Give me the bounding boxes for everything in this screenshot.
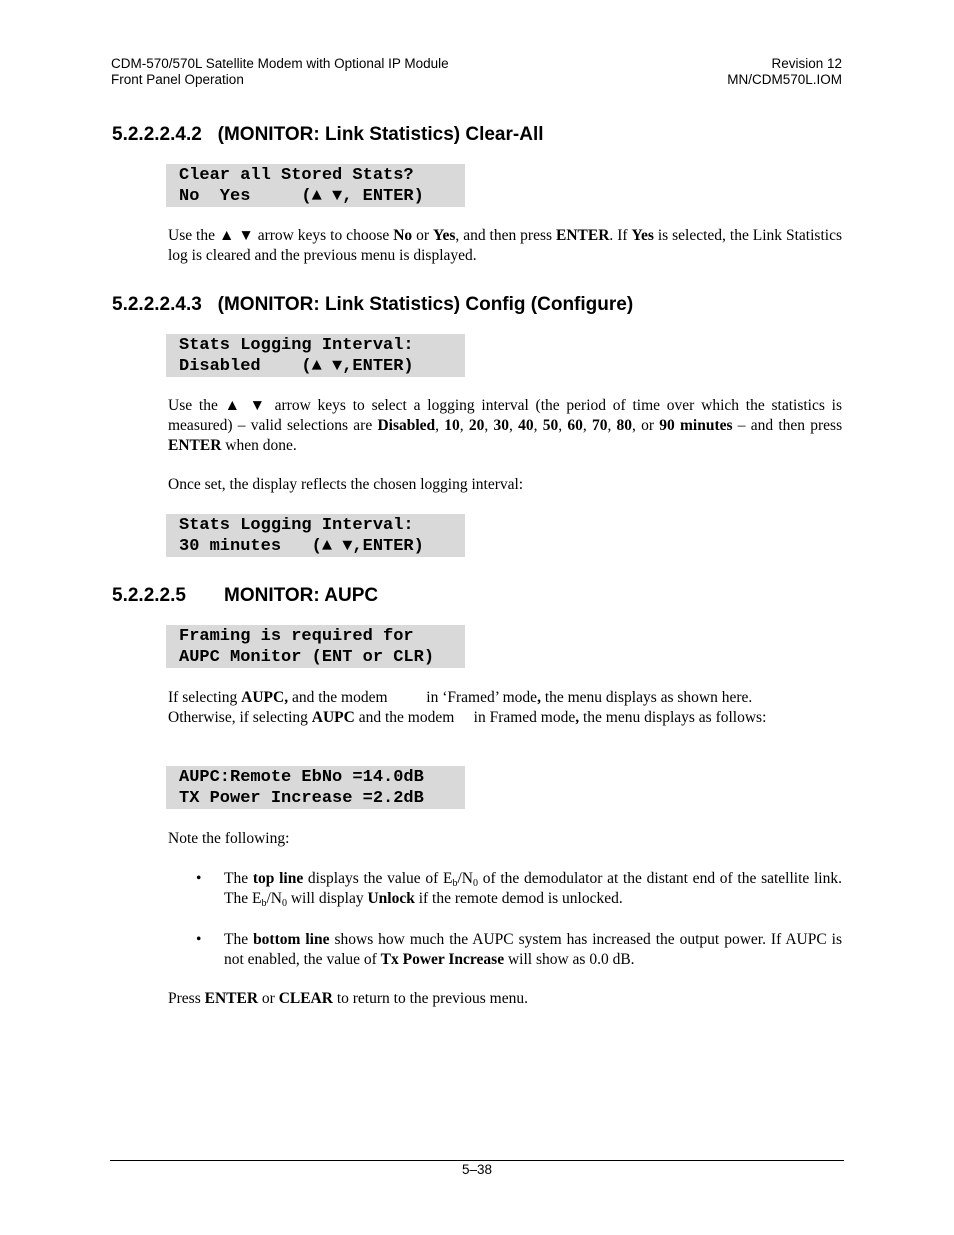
document-title: CDM-570/570L Satellite Modem with Optional IP Module — [111, 56, 449, 71]
text: or — [412, 227, 433, 244]
paragraph-note: Note the following: — [168, 830, 290, 847]
lcd-line-1: Stats Logging Interval: — [179, 336, 414, 355]
text: will show as 0.0 dB. — [504, 951, 635, 968]
lcd-display-interval-set — [166, 514, 465, 557]
bullet-icon: • — [196, 931, 202, 948]
subscript: b — [452, 878, 458, 889]
running-header-right — [727, 56, 842, 88]
running-header-left — [111, 56, 449, 88]
text: to return to the previous menu. — [332, 990, 528, 1007]
section-number: 5.2.2.2.4.3 — [112, 294, 202, 315]
text-bold: ENTER — [168, 437, 222, 454]
lcd-line-1: Clear all Stored Stats? — [179, 166, 414, 185]
section-title: (MONITOR: Link Statistics) Clear-All — [217, 124, 544, 145]
text-bold: CLEAR — [278, 990, 333, 1007]
paragraph-press-enter — [168, 989, 842, 1009]
bullet-top-line — [224, 869, 842, 909]
lcd-display-clear-all — [166, 164, 465, 207]
text: Press — [168, 990, 205, 1007]
bullet-bottom-line — [224, 930, 842, 970]
section-heading-aupc — [112, 585, 378, 607]
text: and the modem in Framed mode — [354, 709, 576, 726]
lcd-display-framing-required — [166, 625, 465, 668]
text-bold: 80 — [616, 417, 633, 434]
paragraph-once-set: Once set, the display reflects the chosen logging interval: — [168, 476, 524, 493]
text: /N — [457, 870, 473, 887]
text-bold: 60 — [567, 417, 583, 434]
text: Use the ▲ ▼ arrow keys to choose — [168, 227, 394, 244]
text-bold: 20 — [468, 417, 485, 434]
section-number: 5.2.2.2.4.2 — [112, 124, 202, 145]
text: The — [224, 931, 254, 948]
text: is selected, the Link Statistics log is cleared and the previous menu is displayed. — [168, 227, 842, 264]
text: , and then press — [455, 227, 556, 244]
paragraph-config — [168, 396, 842, 456]
lcd-display-aupc-monitor — [166, 766, 465, 809]
text: , — [484, 417, 494, 434]
text-bold: No — [393, 227, 413, 244]
lcd-line-2: 30 minutes (▲ ▼,ENTER) — [179, 537, 424, 556]
text-bold: Unlock — [367, 890, 415, 907]
subscript: 0 — [473, 878, 478, 889]
text: /N — [266, 890, 282, 907]
text-bold: 40 — [518, 417, 534, 434]
text: – and then press — [732, 417, 843, 434]
text: , — [607, 417, 617, 434]
text: . If — [609, 227, 632, 244]
paragraph-clear-all — [168, 226, 842, 266]
text-bold: 70 — [591, 417, 608, 434]
text: of the demodulator at the distant end of the satellite link. The E — [224, 870, 842, 907]
lcd-line-2: TX Power Increase =2.2dB — [179, 789, 424, 808]
text: , — [459, 417, 469, 434]
lcd-line-2: No Yes (▲ ▼, ENTER) — [179, 187, 424, 206]
text: when done. — [221, 437, 297, 454]
text: Otherwise, if selecting — [168, 709, 312, 726]
text: , or — [632, 417, 660, 434]
page-number: 5–38 — [461, 1162, 493, 1177]
text: , — [558, 417, 568, 434]
text-bold: Yes — [631, 227, 654, 244]
lcd-line-2: AUPC Monitor (ENT or CLR) — [179, 648, 435, 667]
paragraph-aupc-selecting — [168, 688, 842, 728]
text: will display — [286, 890, 368, 907]
text: or — [258, 990, 279, 1007]
text: the menu displays as shown here. — [540, 689, 753, 706]
text: The — [224, 870, 253, 887]
text-bold: AUPC — [311, 709, 355, 726]
text: shows how much the AUPC system has increased the output power. If AUPC is not enabled, the value of — [224, 931, 842, 968]
section-heading-clear-all — [112, 124, 544, 146]
text: if the remote demod is unlocked. — [414, 890, 623, 907]
revision: Revision 12 — [771, 56, 842, 71]
text: , — [509, 417, 519, 434]
text-bold: Yes — [432, 227, 456, 244]
chapter-title: Front Panel Operation — [111, 72, 244, 87]
text-bold: Tx Power Increase — [380, 951, 505, 968]
line — [168, 688, 842, 708]
lcd-line-1: AUPC:Remote EbNo =14.0dB — [179, 768, 424, 787]
lcd-line-1: Framing is required for — [179, 627, 414, 646]
section-number: 5.2.2.2.5 — [112, 585, 186, 606]
lcd-line-1: Stats Logging Interval: — [179, 516, 414, 535]
text-bold: 90 minutes — [659, 417, 733, 434]
section-title: (MONITOR: Link Statistics) Config (Configure) — [217, 294, 634, 315]
text: , — [582, 417, 592, 434]
text: , — [533, 417, 543, 434]
bullet-icon: • — [196, 870, 202, 887]
text-bold: 50 — [542, 417, 559, 434]
subscript: b — [261, 898, 267, 909]
text-bold: ENTER — [555, 227, 610, 244]
text-bold: , — [575, 709, 580, 726]
text-bold: ENTER — [204, 990, 259, 1007]
text: and the modem in ‘Framed’ mode — [288, 689, 538, 706]
text: displays the value of E — [303, 870, 453, 887]
text-bold: AUPC, — [241, 689, 289, 706]
section-heading-config — [112, 294, 633, 316]
text-bold: , — [537, 689, 541, 706]
text: Use the ▲ ▼ arrow keys to select a logging interval (the period of time over which the statistics is measured) – valid selections are — [168, 397, 842, 434]
text: the menu displays as follows: — [579, 709, 767, 726]
manual-number: MN/CDM570L.IOM — [727, 72, 842, 87]
section-title: MONITOR: AUPC — [224, 585, 379, 606]
lcd-line-2: Disabled (▲ ▼,ENTER) — [179, 357, 414, 376]
lcd-display-config — [166, 334, 465, 377]
text: If selecting — [168, 689, 242, 706]
subscript: 0 — [281, 898, 287, 909]
line — [168, 708, 842, 728]
text: , — [435, 417, 445, 434]
text-bold: top line — [252, 870, 304, 887]
text-bold: 10 — [444, 417, 460, 434]
text-bold: 30 — [493, 417, 509, 434]
text-bold: bottom line — [253, 931, 330, 948]
text-bold: Disabled — [377, 417, 436, 434]
footer-rule — [110, 1160, 844, 1161]
